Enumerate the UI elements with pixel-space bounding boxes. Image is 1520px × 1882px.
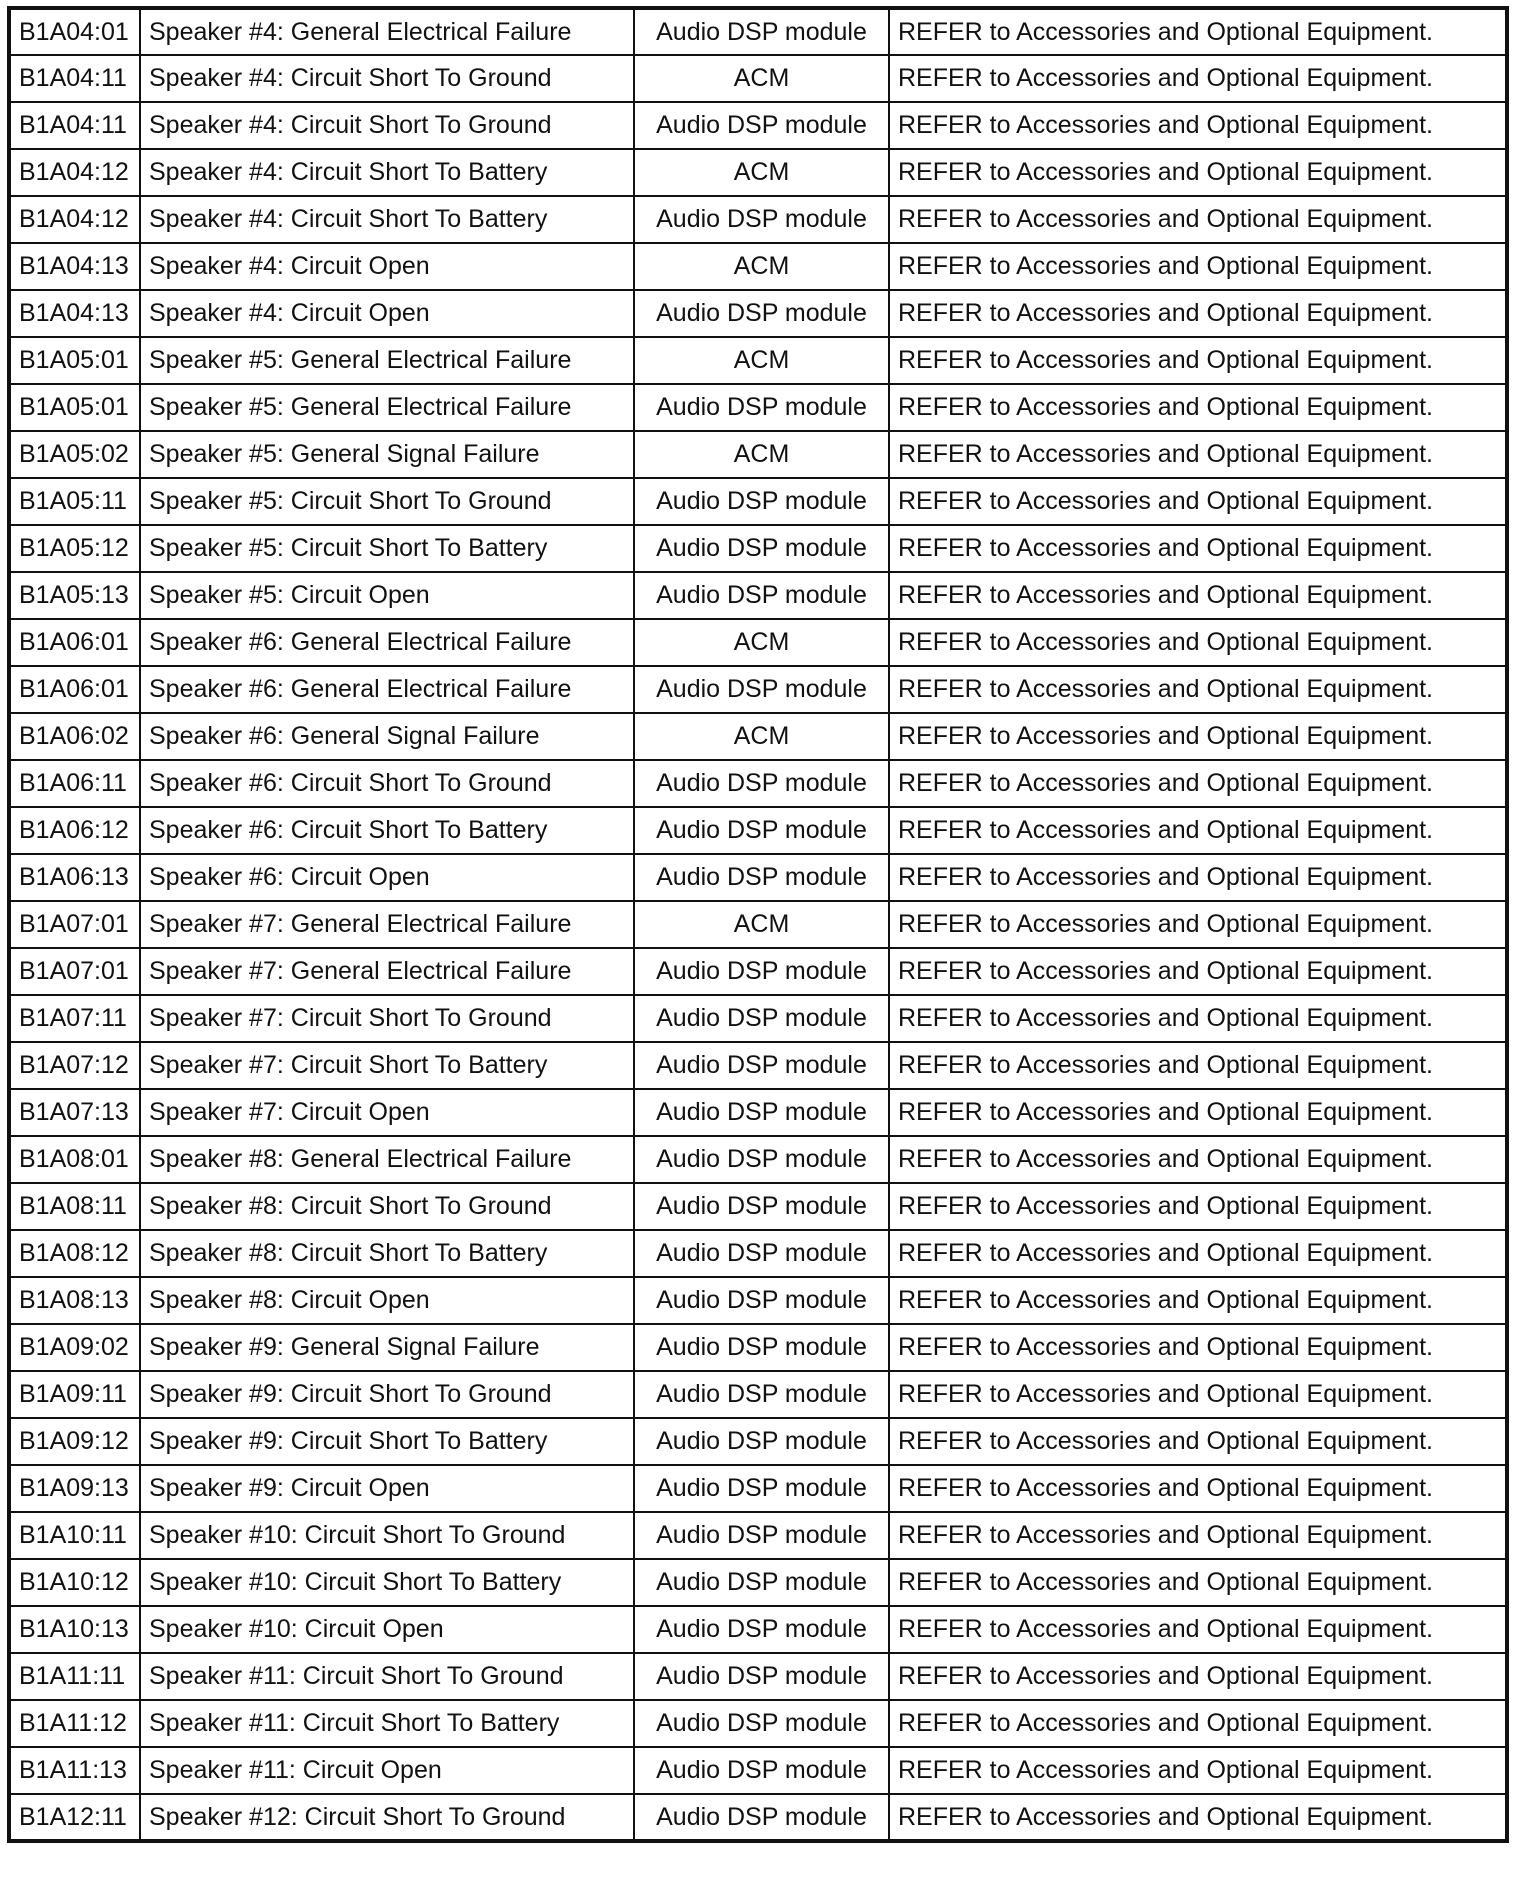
- description-cell: Speaker #7: Circuit Short To Ground: [140, 995, 634, 1042]
- description-cell: Speaker #9: Circuit Short To Ground: [140, 1371, 634, 1418]
- dtc-code-cell: B1A05:12: [9, 525, 140, 572]
- description-cell: Speaker #6: Circuit Short To Ground: [140, 760, 634, 807]
- action-cell: REFER to Accessories and Optional Equipment.: [889, 1606, 1507, 1653]
- dtc-code-cell: B1A04:13: [9, 243, 140, 290]
- action-cell: REFER to Accessories and Optional Equipment.: [889, 1183, 1507, 1230]
- module-cell: Audio DSP module: [634, 1559, 889, 1606]
- module-cell: Audio DSP module: [634, 1230, 889, 1277]
- action-cell: REFER to Accessories and Optional Equipment.: [889, 149, 1507, 196]
- action-cell: REFER to Accessories and Optional Equipment.: [889, 1418, 1507, 1465]
- action-cell: REFER to Accessories and Optional Equipment.: [889, 1324, 1507, 1371]
- action-cell: REFER to Accessories and Optional Equipment.: [889, 901, 1507, 948]
- module-cell: ACM: [634, 431, 889, 478]
- module-cell: Audio DSP module: [634, 525, 889, 572]
- action-cell: REFER to Accessories and Optional Equipment.: [889, 572, 1507, 619]
- dtc-code-cell: B1A08:01: [9, 1136, 140, 1183]
- dtc-code-cell: B1A04:11: [9, 55, 140, 102]
- module-cell: Audio DSP module: [634, 1512, 889, 1559]
- dtc-code-cell: B1A04:13: [9, 290, 140, 337]
- description-cell: Speaker #4: Circuit Open: [140, 243, 634, 290]
- description-cell: Speaker #6: Circuit Open: [140, 854, 634, 901]
- dtc-table: [7, 6, 1509, 1843]
- table-row: [9, 478, 1507, 525]
- description-cell: Speaker #4: General Electrical Failure: [140, 8, 634, 55]
- dtc-code-cell: B1A10:12: [9, 1559, 140, 1606]
- table-row: [9, 384, 1507, 431]
- description-cell: Speaker #7: General Electrical Failure: [140, 901, 634, 948]
- action-cell: REFER to Accessories and Optional Equipment.: [889, 1089, 1507, 1136]
- dtc-code-cell: B1A08:11: [9, 1183, 140, 1230]
- action-cell: REFER to Accessories and Optional Equipment.: [889, 854, 1507, 901]
- dtc-code-cell: B1A05:02: [9, 431, 140, 478]
- action-cell: REFER to Accessories and Optional Equipment.: [889, 431, 1507, 478]
- module-cell: Audio DSP module: [634, 478, 889, 525]
- table-row: [9, 102, 1507, 149]
- dtc-table-body: [9, 8, 1507, 1841]
- table-row: [9, 1230, 1507, 1277]
- dtc-code-cell: B1A07:01: [9, 901, 140, 948]
- module-cell: ACM: [634, 901, 889, 948]
- description-cell: Speaker #7: Circuit Open: [140, 1089, 634, 1136]
- action-cell: REFER to Accessories and Optional Equipment.: [889, 760, 1507, 807]
- dtc-code-cell: B1A09:13: [9, 1465, 140, 1512]
- action-cell: REFER to Accessories and Optional Equipment.: [889, 1747, 1507, 1794]
- table-row: [9, 196, 1507, 243]
- description-cell: Speaker #11: Circuit Open: [140, 1747, 634, 1794]
- table-row: [9, 1747, 1507, 1794]
- description-cell: Speaker #5: General Signal Failure: [140, 431, 634, 478]
- module-cell: Audio DSP module: [634, 290, 889, 337]
- action-cell: REFER to Accessories and Optional Equipment.: [889, 1465, 1507, 1512]
- dtc-code-cell: B1A06:12: [9, 807, 140, 854]
- dtc-code-cell: B1A10:11: [9, 1512, 140, 1559]
- module-cell: ACM: [634, 619, 889, 666]
- module-cell: Audio DSP module: [634, 1747, 889, 1794]
- dtc-code-cell: B1A07:12: [9, 1042, 140, 1089]
- description-cell: Speaker #9: Circuit Open: [140, 1465, 634, 1512]
- description-cell: Speaker #8: Circuit Open: [140, 1277, 634, 1324]
- module-cell: Audio DSP module: [634, 102, 889, 149]
- table-row: [9, 1606, 1507, 1653]
- dtc-code-cell: B1A06:11: [9, 760, 140, 807]
- dtc-code-cell: B1A10:13: [9, 1606, 140, 1653]
- module-cell: Audio DSP module: [634, 1418, 889, 1465]
- dtc-code-cell: B1A04:12: [9, 196, 140, 243]
- dtc-code-cell: B1A04:12: [9, 149, 140, 196]
- dtc-code-cell: B1A07:01: [9, 948, 140, 995]
- description-cell: Speaker #5: General Electrical Failure: [140, 384, 634, 431]
- description-cell: Speaker #4: Circuit Short To Battery: [140, 196, 634, 243]
- dtc-code-cell: B1A06:02: [9, 713, 140, 760]
- table-row: [9, 760, 1507, 807]
- action-cell: REFER to Accessories and Optional Equipment.: [889, 290, 1507, 337]
- description-cell: Speaker #7: General Electrical Failure: [140, 948, 634, 995]
- table-row: [9, 901, 1507, 948]
- description-cell: Speaker #10: Circuit Open: [140, 1606, 634, 1653]
- module-cell: Audio DSP module: [634, 807, 889, 854]
- action-cell: REFER to Accessories and Optional Equipment.: [889, 1277, 1507, 1324]
- table-row: [9, 1042, 1507, 1089]
- dtc-code-cell: B1A09:12: [9, 1418, 140, 1465]
- module-cell: Audio DSP module: [634, 1324, 889, 1371]
- table-row: [9, 525, 1507, 572]
- action-cell: REFER to Accessories and Optional Equipment.: [889, 525, 1507, 572]
- module-cell: Audio DSP module: [634, 1183, 889, 1230]
- table-row: [9, 1700, 1507, 1747]
- module-cell: Audio DSP module: [634, 995, 889, 1042]
- description-cell: Speaker #7: Circuit Short To Battery: [140, 1042, 634, 1089]
- table-row: [9, 1089, 1507, 1136]
- dtc-code-cell: B1A11:11: [9, 1653, 140, 1700]
- module-cell: ACM: [634, 55, 889, 102]
- table-row: [9, 55, 1507, 102]
- dtc-code-cell: B1A06:13: [9, 854, 140, 901]
- description-cell: Speaker #6: General Electrical Failure: [140, 619, 634, 666]
- table-row: [9, 807, 1507, 854]
- description-cell: Speaker #6: Circuit Short To Battery: [140, 807, 634, 854]
- description-cell: Speaker #9: General Signal Failure: [140, 1324, 634, 1371]
- action-cell: REFER to Accessories and Optional Equipment.: [889, 1230, 1507, 1277]
- table-row: [9, 1794, 1507, 1841]
- action-cell: REFER to Accessories and Optional Equipment.: [889, 713, 1507, 760]
- table-row: [9, 948, 1507, 995]
- description-cell: Speaker #11: Circuit Short To Battery: [140, 1700, 634, 1747]
- dtc-code-cell: B1A09:11: [9, 1371, 140, 1418]
- description-cell: Speaker #4: Circuit Open: [140, 290, 634, 337]
- description-cell: Speaker #5: Circuit Short To Battery: [140, 525, 634, 572]
- module-cell: Audio DSP module: [634, 1465, 889, 1512]
- module-cell: ACM: [634, 337, 889, 384]
- description-cell: Speaker #8: Circuit Short To Ground: [140, 1183, 634, 1230]
- module-cell: Audio DSP module: [634, 1089, 889, 1136]
- table-row: [9, 1324, 1507, 1371]
- dtc-code-cell: B1A05:11: [9, 478, 140, 525]
- table-row: [9, 431, 1507, 478]
- table-row: [9, 1653, 1507, 1700]
- dtc-code-cell: B1A04:01: [9, 8, 140, 55]
- table-row: [9, 337, 1507, 384]
- module-cell: Audio DSP module: [634, 196, 889, 243]
- description-cell: Speaker #8: Circuit Short To Battery: [140, 1230, 634, 1277]
- dtc-code-cell: B1A06:01: [9, 619, 140, 666]
- table-row: [9, 713, 1507, 760]
- table-row: [9, 572, 1507, 619]
- module-cell: Audio DSP module: [634, 854, 889, 901]
- dtc-code-cell: B1A05:01: [9, 337, 140, 384]
- table-row: [9, 1465, 1507, 1512]
- module-cell: Audio DSP module: [634, 1371, 889, 1418]
- description-cell: Speaker #12: Circuit Short To Ground: [140, 1794, 634, 1841]
- module-cell: ACM: [634, 713, 889, 760]
- dtc-code-cell: B1A05:01: [9, 384, 140, 431]
- description-cell: Speaker #5: Circuit Open: [140, 572, 634, 619]
- module-cell: ACM: [634, 149, 889, 196]
- action-cell: REFER to Accessories and Optional Equipment.: [889, 102, 1507, 149]
- dtc-code-cell: B1A09:02: [9, 1324, 140, 1371]
- action-cell: REFER to Accessories and Optional Equipment.: [889, 1700, 1507, 1747]
- action-cell: REFER to Accessories and Optional Equipment.: [889, 995, 1507, 1042]
- module-cell: Audio DSP module: [634, 8, 889, 55]
- table-row: [9, 1418, 1507, 1465]
- dtc-code-cell: B1A11:13: [9, 1747, 140, 1794]
- module-cell: Audio DSP module: [634, 1794, 889, 1841]
- description-cell: Speaker #11: Circuit Short To Ground: [140, 1653, 634, 1700]
- dtc-code-cell: B1A06:01: [9, 666, 140, 713]
- action-cell: REFER to Accessories and Optional Equipment.: [889, 1512, 1507, 1559]
- table-row: [9, 995, 1507, 1042]
- dtc-code-cell: B1A08:12: [9, 1230, 140, 1277]
- table-row: [9, 854, 1507, 901]
- dtc-code-cell: B1A07:13: [9, 1089, 140, 1136]
- module-cell: Audio DSP module: [634, 760, 889, 807]
- module-cell: Audio DSP module: [634, 1136, 889, 1183]
- table-row: [9, 149, 1507, 196]
- table-row: [9, 290, 1507, 337]
- dtc-code-cell: B1A08:13: [9, 1277, 140, 1324]
- module-cell: ACM: [634, 243, 889, 290]
- action-cell: REFER to Accessories and Optional Equipment.: [889, 1371, 1507, 1418]
- action-cell: REFER to Accessories and Optional Equipment.: [889, 619, 1507, 666]
- table-row: [9, 666, 1507, 713]
- action-cell: REFER to Accessories and Optional Equipment.: [889, 1653, 1507, 1700]
- action-cell: REFER to Accessories and Optional Equipment.: [889, 1559, 1507, 1606]
- table-row: [9, 1183, 1507, 1230]
- table-row: [9, 1559, 1507, 1606]
- table-row: [9, 8, 1507, 55]
- table-row: [9, 1371, 1507, 1418]
- table-row: [9, 243, 1507, 290]
- description-cell: Speaker #4: Circuit Short To Ground: [140, 102, 634, 149]
- description-cell: Speaker #10: Circuit Short To Battery: [140, 1559, 634, 1606]
- table-row: [9, 1136, 1507, 1183]
- description-cell: Speaker #5: Circuit Short To Ground: [140, 478, 634, 525]
- module-cell: Audio DSP module: [634, 1277, 889, 1324]
- module-cell: Audio DSP module: [634, 1606, 889, 1653]
- description-cell: Speaker #9: Circuit Short To Battery: [140, 1418, 634, 1465]
- module-cell: Audio DSP module: [634, 1700, 889, 1747]
- action-cell: REFER to Accessories and Optional Equipment.: [889, 666, 1507, 713]
- table-row: [9, 1277, 1507, 1324]
- module-cell: Audio DSP module: [634, 1653, 889, 1700]
- description-cell: Speaker #6: General Signal Failure: [140, 713, 634, 760]
- action-cell: REFER to Accessories and Optional Equipment.: [889, 196, 1507, 243]
- table-row: [9, 619, 1507, 666]
- module-cell: Audio DSP module: [634, 384, 889, 431]
- module-cell: Audio DSP module: [634, 1042, 889, 1089]
- action-cell: REFER to Accessories and Optional Equipment.: [889, 243, 1507, 290]
- action-cell: REFER to Accessories and Optional Equipment.: [889, 8, 1507, 55]
- description-cell: Speaker #6: General Electrical Failure: [140, 666, 634, 713]
- table-row: [9, 1512, 1507, 1559]
- action-cell: REFER to Accessories and Optional Equipment.: [889, 948, 1507, 995]
- dtc-code-cell: B1A11:12: [9, 1700, 140, 1747]
- action-cell: REFER to Accessories and Optional Equipment.: [889, 1136, 1507, 1183]
- dtc-code-cell: B1A12:11: [9, 1794, 140, 1841]
- description-cell: Speaker #10: Circuit Short To Ground: [140, 1512, 634, 1559]
- dtc-code-cell: B1A07:11: [9, 995, 140, 1042]
- module-cell: Audio DSP module: [634, 948, 889, 995]
- description-cell: Speaker #5: General Electrical Failure: [140, 337, 634, 384]
- action-cell: REFER to Accessories and Optional Equipment.: [889, 1794, 1507, 1841]
- dtc-code-cell: B1A04:11: [9, 102, 140, 149]
- action-cell: REFER to Accessories and Optional Equipment.: [889, 807, 1507, 854]
- action-cell: REFER to Accessories and Optional Equipment.: [889, 478, 1507, 525]
- module-cell: Audio DSP module: [634, 572, 889, 619]
- description-cell: Speaker #4: Circuit Short To Ground: [140, 55, 634, 102]
- action-cell: REFER to Accessories and Optional Equipment.: [889, 337, 1507, 384]
- action-cell: REFER to Accessories and Optional Equipment.: [889, 1042, 1507, 1089]
- dtc-code-cell: B1A05:13: [9, 572, 140, 619]
- description-cell: Speaker #8: General Electrical Failure: [140, 1136, 634, 1183]
- description-cell: Speaker #4: Circuit Short To Battery: [140, 149, 634, 196]
- module-cell: Audio DSP module: [634, 666, 889, 713]
- action-cell: REFER to Accessories and Optional Equipment.: [889, 55, 1507, 102]
- action-cell: REFER to Accessories and Optional Equipment.: [889, 384, 1507, 431]
